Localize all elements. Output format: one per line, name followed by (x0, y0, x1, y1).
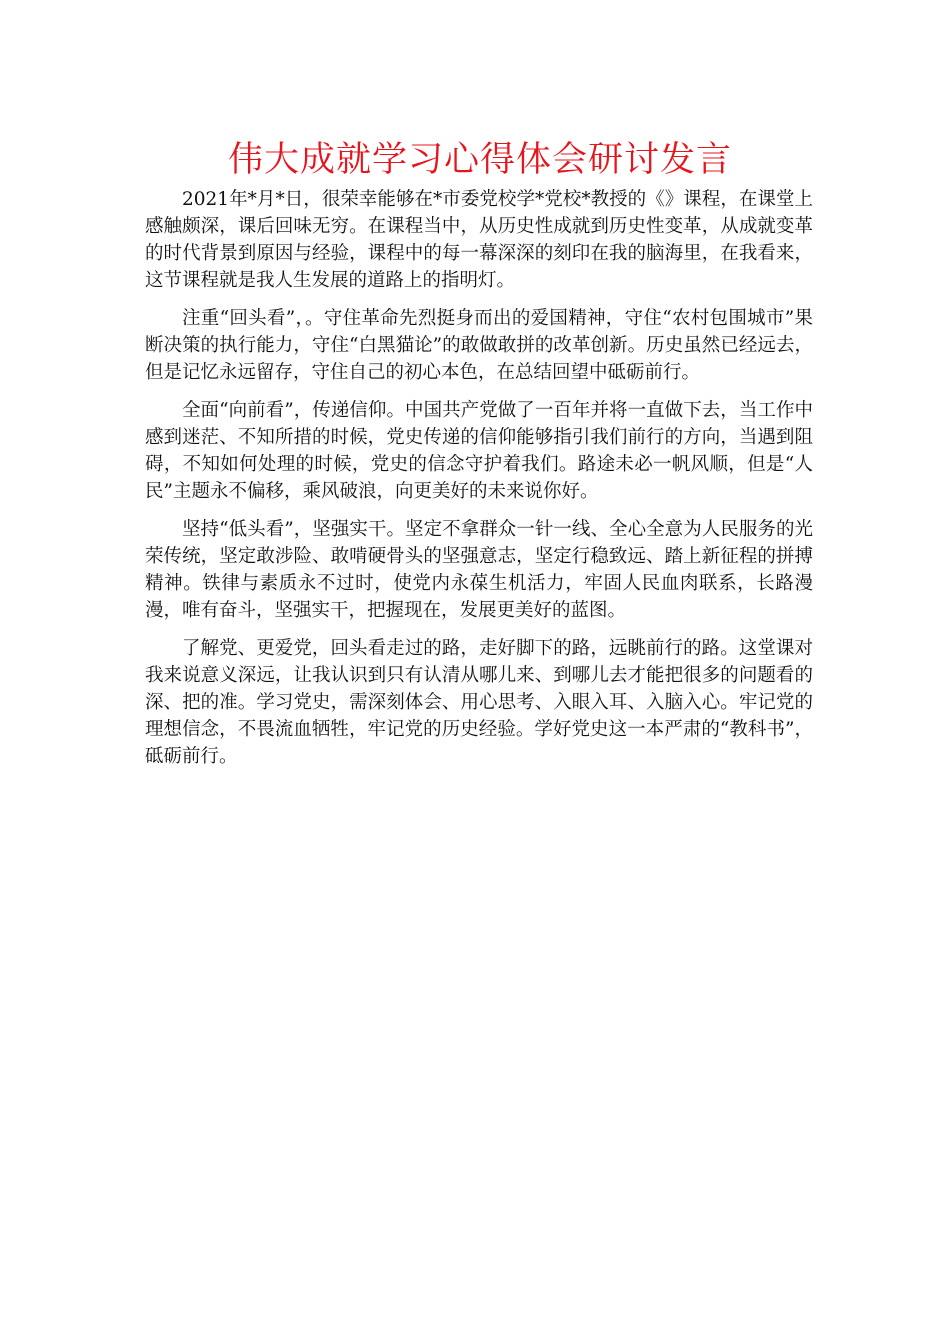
paragraph-1: 2021年*月*日，很荣幸能够在*市委党校学*党校*教授的《》课程，在课堂上感触颇深，课后回味无穷。在课程当中，从历史性成就到历史性变革，从成就变革的时代背景到原因与经验，课程中的每一幕深深的刻印在我的脑海里，在我看来，这节课程就是我人生发展的道路上的指明灯。 (145, 189, 813, 291)
paragraph-3: 全面“向前看”，传递信仰。中国共产党做了一百年并将一直做下去，当工作中感到迷茫、不知所措的时候，党史传递的信仰能够指引我们前行的方向，当遇到阻碍，不知如何处理的时候，党史的信念守护着我们。路途未必一帆风顺，但是“人民”主题永不偏移，乘风破浪，向更美好的未来说你好。 (145, 400, 813, 502)
document-body (145, 186, 813, 781)
document-title: 伟大成就学习心得体会研讨发言 (227, 140, 732, 180)
paragraph-2: 注重“回头看”，。守住革命先烈挺身而出的爱国精神，守住“农村包围城市”果断决策的执行能力，守住“白黑猫论”的敢做敢拼的改革创新。历史虽然已经远去，但是记忆永远留存，守住自己的初心本色，在总结回望中砥砺前行。 (145, 308, 813, 383)
paragraph-4: 坚持“低头看”，坚强实干。坚定不拿群众一针一线、全心全意为人民服务的光荣传统，坚定敢涉险、敢啃硬骨头的坚强意志，坚定行稳致远、踏上新征程的拼搏精神。铁律与素质永不过时，使党内永葆生机活力，牢固人民血肉联系，长路漫漫，唯有奋斗，坚强实干，把握现在，发展更美好的蓝图。 (145, 519, 813, 621)
paragraph-5: 了解党、更爱党，回头看走过的路，走好脚下的路，远眺前行的路。这堂课对我来说意义深远，让我认识到只有认清从哪儿来、到哪儿去才能把很多的问题看的深、把的准。学习党史，需深刻体会、用心思考、入眼入耳、入脑入心。牢记党的理想信念，不畏流血牺牲，牢记党的历史经验。学好党史这一本严肃的“教科书”，砥砺前行。 (145, 638, 813, 767)
